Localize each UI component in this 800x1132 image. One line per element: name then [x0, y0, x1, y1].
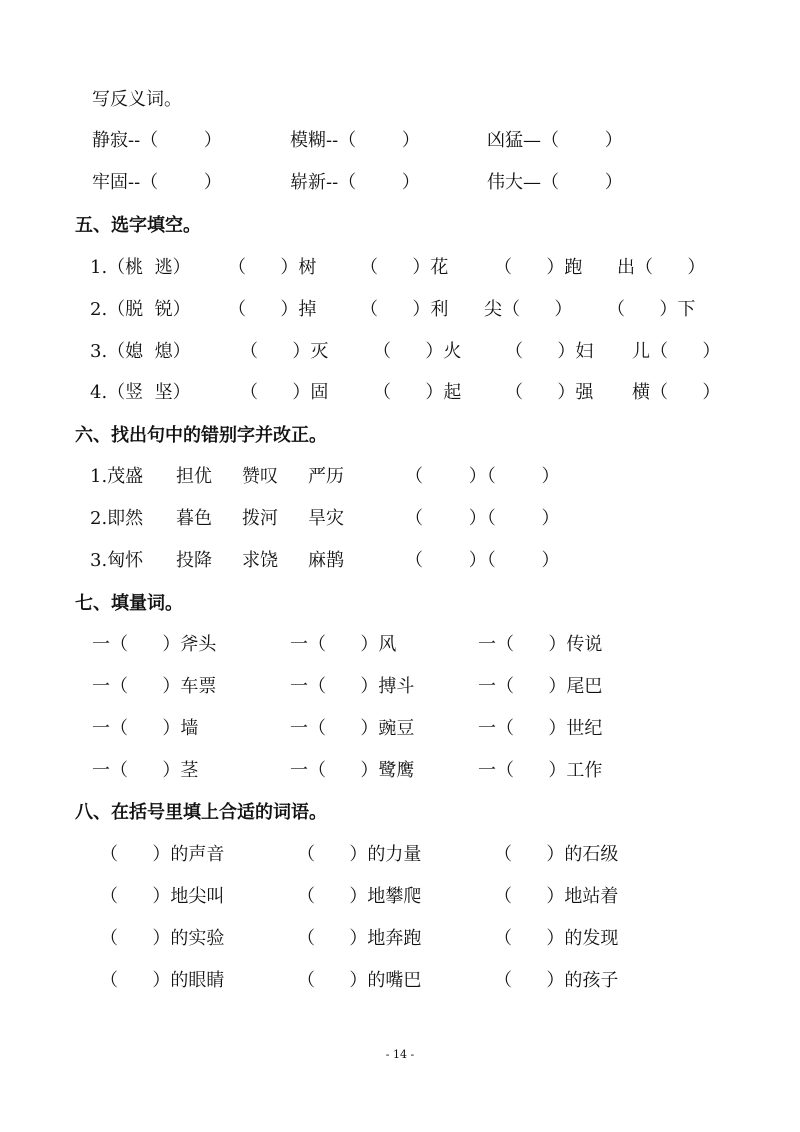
section-eight-heading-line: [0, 798, 800, 828]
section-seven-row: [0, 672, 800, 702]
section-six-heading-line: [0, 421, 800, 451]
fill-blank: （ ）下: [607, 299, 696, 320]
section-seven-heading: 七、填量词。: [75, 593, 183, 614]
phrase-blank: （ ）地站着: [494, 886, 619, 907]
word: 严历: [308, 466, 344, 487]
measure-word-blank: 一（ ）鹭鹰: [290, 760, 415, 781]
char-choice: 3.（媳 熄）: [90, 341, 191, 362]
measure-word-blank: 一（ ）斧头: [92, 634, 217, 655]
fill-blank: （ ）花: [360, 257, 449, 278]
correction-blanks: （ ）（ ）: [405, 466, 560, 487]
section-eight-row: [0, 840, 800, 870]
section-eight-row: [0, 924, 800, 954]
word: 麻鹊: [308, 550, 344, 571]
antonym-row: [0, 126, 800, 156]
correction-blanks: （ ）（ ）: [405, 508, 560, 529]
phrase-blank: （ ）的石级: [494, 844, 619, 865]
fill-blank: （ ）树: [228, 257, 317, 278]
section-five-heading-line: [0, 211, 800, 241]
page-number: - 14 -: [385, 1048, 415, 1061]
phrase-blank: （ ）的实验: [100, 928, 225, 949]
measure-word-blank: 一（ ）工作: [478, 760, 603, 781]
word: 2.即然: [90, 508, 144, 529]
fill-blank: （ ）灭: [240, 341, 329, 362]
fill-blank: （ ）掉: [228, 299, 317, 320]
correction-blanks: （ ）（ ）: [405, 550, 560, 571]
char-choice: 4.（竖 坚）: [90, 382, 191, 403]
section-six-heading: 六、找出句中的错别字并改正。: [75, 425, 327, 446]
fill-blank: 儿（ ）: [632, 341, 721, 362]
section-six-row: [0, 504, 800, 534]
phrase-blank: （ ）的发现: [494, 928, 619, 949]
measure-word-blank: 一（ ）茎: [92, 760, 199, 781]
fill-blank: （ ）利: [360, 299, 449, 320]
section-seven-row: [0, 630, 800, 660]
section-eight-row: [0, 966, 800, 996]
antonym-row: [0, 168, 800, 198]
word: 1.茂盛: [90, 466, 144, 487]
phrase-blank: （ ）的力量: [297, 844, 422, 865]
section-five-row: [0, 337, 800, 367]
fill-blank: 出（ ）: [617, 257, 706, 278]
antonym-item: 崭新--（ ）: [290, 172, 420, 193]
word: 3.匈怀: [90, 550, 144, 571]
fill-blank: （ ）固: [240, 382, 329, 403]
fill-blank: （ ）起: [373, 382, 462, 403]
fill-blank: （ ）妇: [505, 341, 594, 362]
measure-word-blank: 一（ ）墙: [92, 718, 199, 739]
char-choice: 1.（桃 逃）: [90, 257, 191, 278]
section-five-row: [0, 378, 800, 408]
section-six-row: [0, 546, 800, 576]
section-five-row: [0, 253, 800, 283]
antonym-item: 模糊--（ ）: [290, 130, 420, 151]
phrase-blank: （ ）的嘴巴: [297, 970, 422, 991]
antonym-instruction-line: [0, 85, 800, 115]
measure-word-blank: 一（ ）尾巴: [478, 676, 603, 697]
phrase-blank: （ ）的声音: [100, 844, 225, 865]
measure-word-blank: 一（ ）豌豆: [290, 718, 415, 739]
measure-word-blank: 一（ ）传说: [478, 634, 603, 655]
antonym-item: 凶猛—（ ）: [487, 130, 623, 151]
fill-blank: （ ）跑: [494, 257, 583, 278]
word: 旱灾: [308, 508, 344, 529]
antonym-item: 伟大—（ ）: [487, 172, 623, 193]
word: 担优: [176, 466, 212, 487]
measure-word-blank: 一（ ）车票: [92, 676, 217, 697]
word: 拨河: [242, 508, 278, 529]
section-eight-row: [0, 882, 800, 912]
antonym-instruction: 写反义词。: [92, 89, 182, 110]
phrase-blank: （ ）的眼睛: [100, 970, 225, 991]
char-choice: 2.（脱 锐）: [90, 299, 191, 320]
antonym-item: 牢固--（ ）: [92, 172, 222, 193]
phrase-blank: （ ）地攀爬: [297, 886, 422, 907]
section-seven-row: [0, 756, 800, 786]
fill-blank: （ ）火: [373, 341, 462, 362]
phrase-blank: （ ）的孩子: [494, 970, 619, 991]
phrase-blank: （ ）地奔跑: [297, 928, 422, 949]
section-five-row: [0, 295, 800, 325]
section-eight-heading: 八、在括号里填上合适的词语。: [75, 802, 327, 823]
measure-word-blank: 一（ ）世纪: [478, 718, 603, 739]
word: 投降: [176, 550, 212, 571]
section-seven-heading-line: [0, 589, 800, 619]
fill-blank: 尖（ ）: [484, 299, 573, 320]
fill-blank: （ ）强: [505, 382, 594, 403]
section-five-heading: 五、选字填空。: [75, 215, 201, 236]
section-seven-row: [0, 714, 800, 744]
measure-word-blank: 一（ ）搏斗: [290, 676, 415, 697]
fill-blank: 横（ ）: [632, 382, 721, 403]
section-six-row: [0, 462, 800, 492]
word: 求饶: [242, 550, 278, 571]
antonym-item: 静寂--（ ）: [92, 130, 222, 151]
phrase-blank: （ ）地尖叫: [100, 886, 225, 907]
word: 赞叹: [242, 466, 278, 487]
word: 暮色: [176, 508, 212, 529]
measure-word-blank: 一（ ）风: [290, 634, 397, 655]
